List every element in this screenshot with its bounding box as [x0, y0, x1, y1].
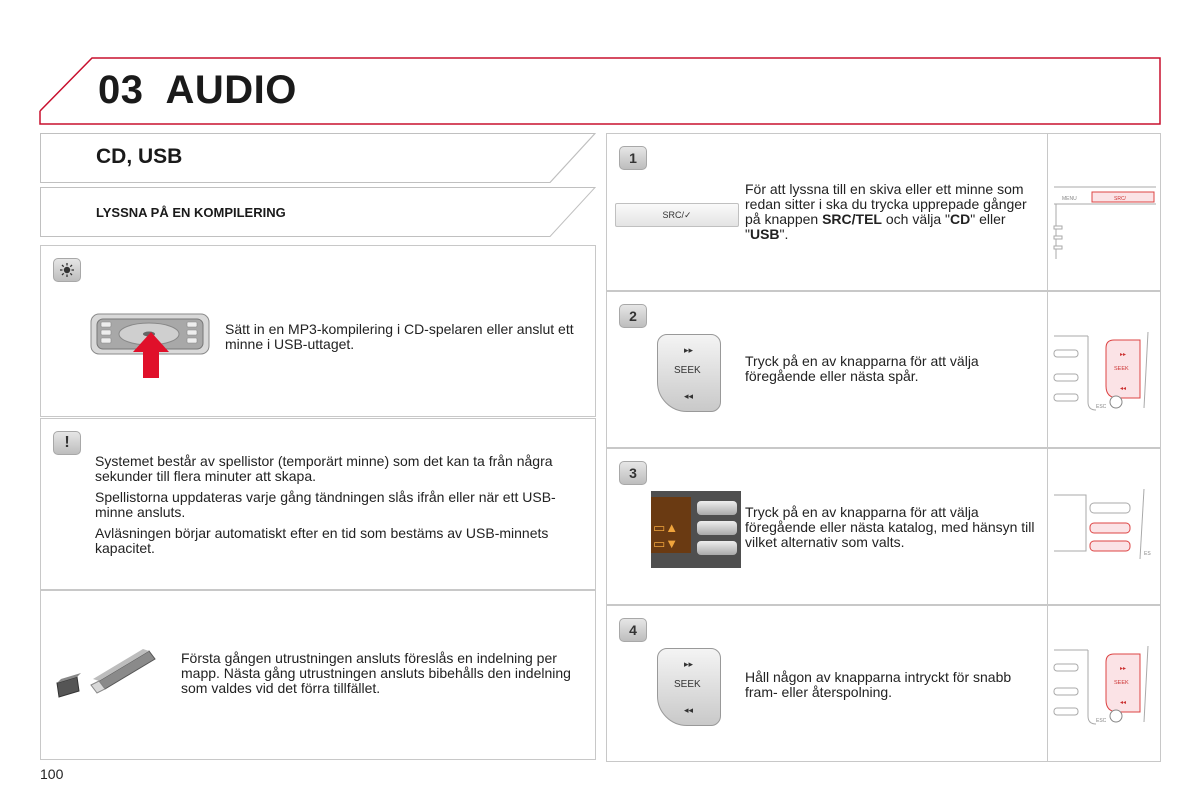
- chapter-number: 03: [98, 68, 144, 112]
- svg-text:▸▸: ▸▸: [1120, 666, 1127, 672]
- step-2-text: Tryck på en av knapparna för att välja föregående eller nästa spår.: [745, 353, 979, 384]
- folder-up-icon: ▭▲: [653, 520, 679, 535]
- lightbulb-icon: [53, 258, 81, 282]
- step-number: 3: [619, 461, 647, 485]
- thumb-esc-label: ESC: [1096, 404, 1107, 410]
- svg-text:◂◂: ◂◂: [1120, 700, 1127, 706]
- step-3-thumbnail: [1047, 449, 1162, 604]
- thumb-seek-label: SEEK: [1114, 680, 1129, 686]
- seek-button[interactable]: [657, 334, 721, 412]
- step-3-panel: [606, 448, 1161, 605]
- thumb-esc-label: ESC: [1096, 718, 1107, 724]
- step-1-text-a: För att lyssna till en skiva eller ett minne som redan sitter i ska du trycka upprepade gånger på knappen: [745, 181, 1027, 227]
- menu-button[interactable]: [697, 501, 737, 515]
- seek-label: SEEK: [674, 365, 701, 376]
- folder-down-icon: ▭▼: [653, 536, 679, 551]
- thumb-es-label: ES: [1144, 551, 1151, 557]
- tip-text: Sätt in en MP3-kompilering i CD-spelaren eller anslut ett minne i USB-uttaget.: [225, 321, 574, 352]
- folder-up-button[interactable]: [697, 521, 737, 535]
- warning-paragraph-2: Spellistorna uppdateras varje gång tändningen slås ifrån eller när ett USB-minne ansluts.: [95, 489, 556, 520]
- usb-panel: [40, 590, 596, 760]
- svg-text:MENU: MENU: [1062, 196, 1077, 202]
- step-1-text: [745, 182, 1035, 242]
- step-3-text: Tryck på en av knapparna för att välja föregående eller nästa katalog, med hänsyn till vilket alternativ som valts.: [745, 504, 1035, 550]
- usb-text: Första gången utrustningen ansluts föreslås en indelning per mapp. Nästa gång utrustningen ansluts bibehålls den indelning som valdes vid det förra tillfället.: [181, 650, 571, 696]
- step-number: 2: [619, 304, 647, 328]
- rewind-icon: ◂◂: [684, 705, 694, 715]
- cd-player-image: [89, 308, 213, 380]
- rewind-icon: ◂◂: [684, 391, 694, 401]
- step-1-bold-cd: CD: [949, 211, 971, 227]
- seek-label: SEEK: [674, 679, 701, 690]
- src-button-label: SRC/: [662, 210, 684, 220]
- thumb-seek-label: SEEK: [1114, 366, 1129, 372]
- page-number: 100: [40, 766, 64, 782]
- exclamation-icon: !: [53, 431, 81, 455]
- step-2-panel: [606, 291, 1161, 448]
- step-1-text-c: " eller ": [745, 211, 1006, 242]
- usb-stick-image: [53, 641, 157, 703]
- fast-forward-icon: ▸▸: [684, 345, 694, 355]
- svg-text:◂◂: ◂◂: [1120, 386, 1127, 392]
- step-1-text-d: ".: [779, 226, 789, 242]
- warning-paragraph-1: Systemet består av spellistor (temporärt minne) som det kan ta från några sekunder till flera minuter att skapa.: [95, 453, 553, 484]
- step-1-thumbnail: [1047, 134, 1162, 290]
- step-4-panel: [606, 605, 1161, 762]
- step-4-thumbnail: [1047, 606, 1162, 761]
- step-1-text-b: och välja ": [881, 211, 950, 227]
- section-subtitle: LYSSNA PÅ EN KOMPILERING: [96, 205, 286, 220]
- chapter-heading: [98, 68, 297, 113]
- folder-buttons-image: [651, 491, 741, 568]
- phone-icon: ✓: [683, 209, 692, 220]
- step-4-text: Håll någon av knapparna intryckt för snabb fram- eller återspolning.: [745, 669, 1012, 700]
- svg-text:SRC/: SRC/: [1114, 196, 1126, 202]
- step-1-bold-usb: USB: [749, 226, 780, 242]
- warning-text: [95, 454, 585, 562]
- warning-paragraph-3: Avläsningen börjar automatiskt efter en tid som bestäms av USB-minnets kapacitet.: [95, 525, 549, 556]
- svg-text:▸▸: ▸▸: [1120, 352, 1127, 358]
- section-title: CD, USB: [96, 145, 183, 168]
- tip-panel: [40, 245, 596, 417]
- step-1-panel: [606, 133, 1161, 291]
- step-number: 1: [619, 146, 647, 170]
- seek-button[interactable]: [657, 648, 721, 726]
- src-tel-button[interactable]: [615, 203, 739, 227]
- fast-forward-icon: ▸▸: [684, 659, 694, 669]
- step-1-bold-src: SRC/TEL: [822, 211, 882, 227]
- step-number: 4: [619, 618, 647, 642]
- step-2-thumbnail: [1047, 292, 1162, 447]
- chapter-title: AUDIO: [165, 68, 297, 112]
- folder-down-button[interactable]: [697, 541, 737, 555]
- warning-panel: [40, 418, 596, 590]
